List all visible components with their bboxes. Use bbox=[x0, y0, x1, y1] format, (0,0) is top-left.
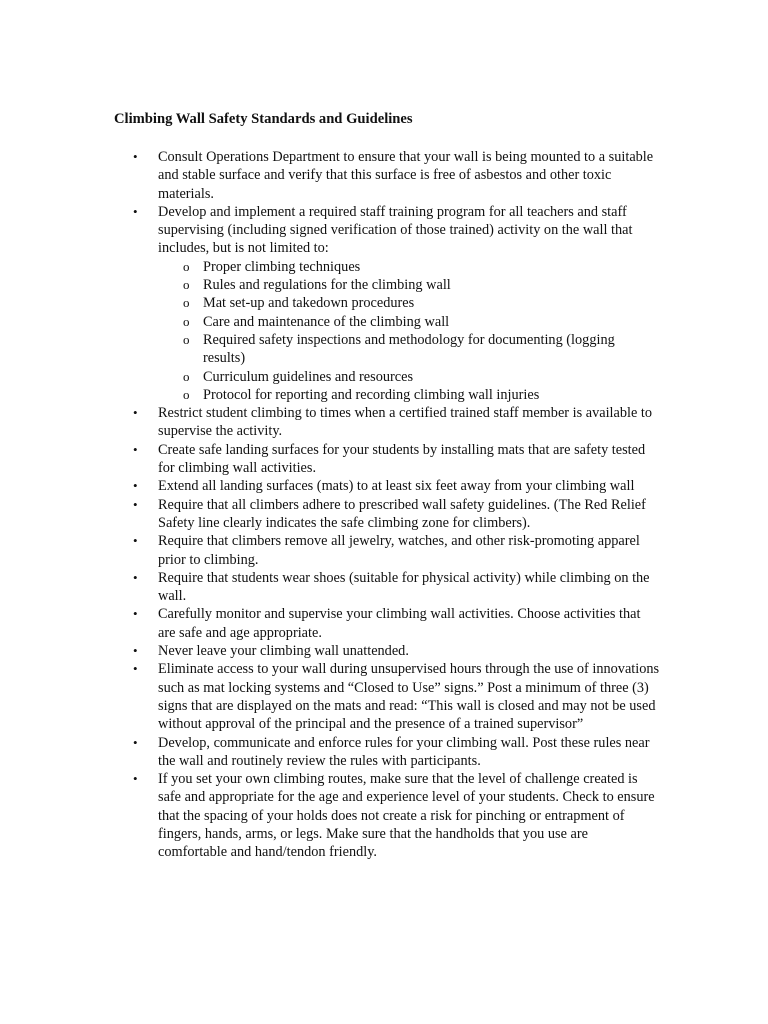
guideline-text: Consult Operations Department to ensure that your wall is being mounted to a suitable and stable surface and verify that this surface is free of asbestos and other toxic materials. bbox=[158, 149, 654, 202]
bullet-icon: • bbox=[133, 405, 138, 421]
document-title: Climbing Wall Safety Standards and Guidelines bbox=[114, 111, 413, 127]
guideline-item bbox=[0, 532, 768, 569]
guideline-item bbox=[0, 496, 768, 533]
guideline-text: Require that all climbers adhere to prescribed wall safety guidelines. (The Red Relief Safety line clearly indicates the safe climbing zone for climbers). bbox=[158, 496, 646, 531]
guideline-subitem bbox=[0, 368, 660, 386]
bullet-icon: • bbox=[133, 569, 138, 585]
guideline-subitem-text: Rules and regulations for the climbing wall bbox=[203, 277, 451, 294]
guideline-subitem bbox=[0, 331, 660, 368]
sub-bullet-icon: o bbox=[183, 386, 190, 402]
bullet-icon: • bbox=[133, 478, 138, 494]
guideline-subitem bbox=[0, 294, 660, 312]
guideline-text: Eliminate access to your wall during unsupervised hours through the use of innovations such as mat locking systems and “Closed to Use” signs.” Post a minimum of three (3) signs that are displayed on the mats and read: “This wall is closed and may not be used without approval of the principal and the presence of a trained supervisor” bbox=[158, 661, 660, 733]
guideline-text: Restrict student climbing to times when a certified trained staff member is available to supervise the activity. bbox=[158, 405, 653, 440]
guideline-subitem-text: Mat set-up and takedown procedures bbox=[203, 295, 415, 312]
guideline-subitem bbox=[0, 313, 660, 331]
guideline-item bbox=[0, 770, 768, 861]
guideline-subitem bbox=[0, 386, 660, 404]
guideline-subitem-text: Curriculum guidelines and resources bbox=[203, 368, 414, 385]
bullet-icon: • bbox=[133, 533, 138, 549]
bullet-icon: • bbox=[133, 203, 138, 219]
bullet-icon: • bbox=[133, 496, 138, 512]
sub-bullet-icon: o bbox=[183, 258, 190, 274]
guidelines-list bbox=[0, 148, 768, 862]
bullet-icon: • bbox=[133, 771, 138, 787]
guideline-text: Require that students wear shoes (suitable for physical activity) while climbing on the wall. bbox=[158, 569, 650, 605]
guideline-item bbox=[0, 642, 768, 660]
guideline-text: Carefully monitor and supervise your climbing wall activities. Choose activities that are safe and age appropriate. bbox=[158, 606, 641, 641]
guideline-text: Develop, communicate and enforce rules for your climbing wall. Post these rules near the wall and routinely review the rules with participants. bbox=[158, 734, 650, 769]
sub-bullet-icon: o bbox=[183, 277, 190, 293]
guideline-item bbox=[0, 441, 768, 478]
bullet-icon: • bbox=[133, 734, 138, 750]
bullet-icon: • bbox=[133, 441, 138, 457]
guideline-text: Never leave your climbing wall unattended. bbox=[158, 643, 409, 660]
guideline-item bbox=[0, 477, 768, 495]
guideline-item bbox=[0, 203, 768, 404]
bullet-icon: • bbox=[133, 643, 138, 659]
guideline-item bbox=[0, 605, 768, 642]
guideline-text: Extend all landing surfaces (mats) to at least six feet away from your climbing wall bbox=[158, 478, 635, 495]
guideline-subitem bbox=[0, 276, 660, 294]
guideline-subitem-text: Protocol for reporting and recording climbing wall injuries bbox=[203, 386, 540, 403]
guideline-item bbox=[0, 734, 768, 771]
guideline-text: Require that climbers remove all jewelry, watches, and other risk-promoting apparel prior to climbing. bbox=[158, 533, 640, 568]
sub-bullet-icon: o bbox=[183, 331, 190, 347]
sub-bullet-icon: o bbox=[183, 368, 190, 384]
guideline-item bbox=[0, 148, 768, 203]
bullet-icon: • bbox=[133, 149, 138, 164]
guideline-subitem bbox=[0, 258, 660, 276]
sub-bullet-icon: o bbox=[183, 313, 190, 329]
guideline-subitem-text: Proper climbing techniques bbox=[203, 258, 361, 275]
guideline-subitem-text: Required safety inspections and methodology for documenting (logging results) bbox=[203, 331, 615, 367]
guideline-text: If you set your own climbing routes, make sure that the level of challenge created is safe and appropriate for the age and experience level of your students. Check to ensure that the spacing of your holds does not create a risk for pinching or entrapment of fingers, hands, arms, or legs. Make sure that the handholds that you use are comfortable and hand/tendon friendly. bbox=[158, 771, 655, 861]
bullet-icon: • bbox=[133, 606, 138, 622]
guideline-text: Create safe landing surfaces for your students by installing mats that are safety tested for climbing wall activities. bbox=[158, 441, 646, 477]
guideline-subitem-text: Care and maintenance of the climbing wall bbox=[203, 313, 450, 330]
bullet-icon: • bbox=[133, 661, 138, 677]
guideline-item bbox=[0, 569, 768, 606]
guideline-item bbox=[0, 660, 768, 733]
sub-bullet-icon: o bbox=[183, 295, 190, 311]
guideline-sublist bbox=[158, 258, 660, 404]
guideline-text: Develop and implement a required staff training program for all teachers and staff supervising (including signed verification of those trained) activity on the wall that includes, but is not limited to: bbox=[158, 203, 633, 257]
guideline-item bbox=[0, 404, 768, 441]
